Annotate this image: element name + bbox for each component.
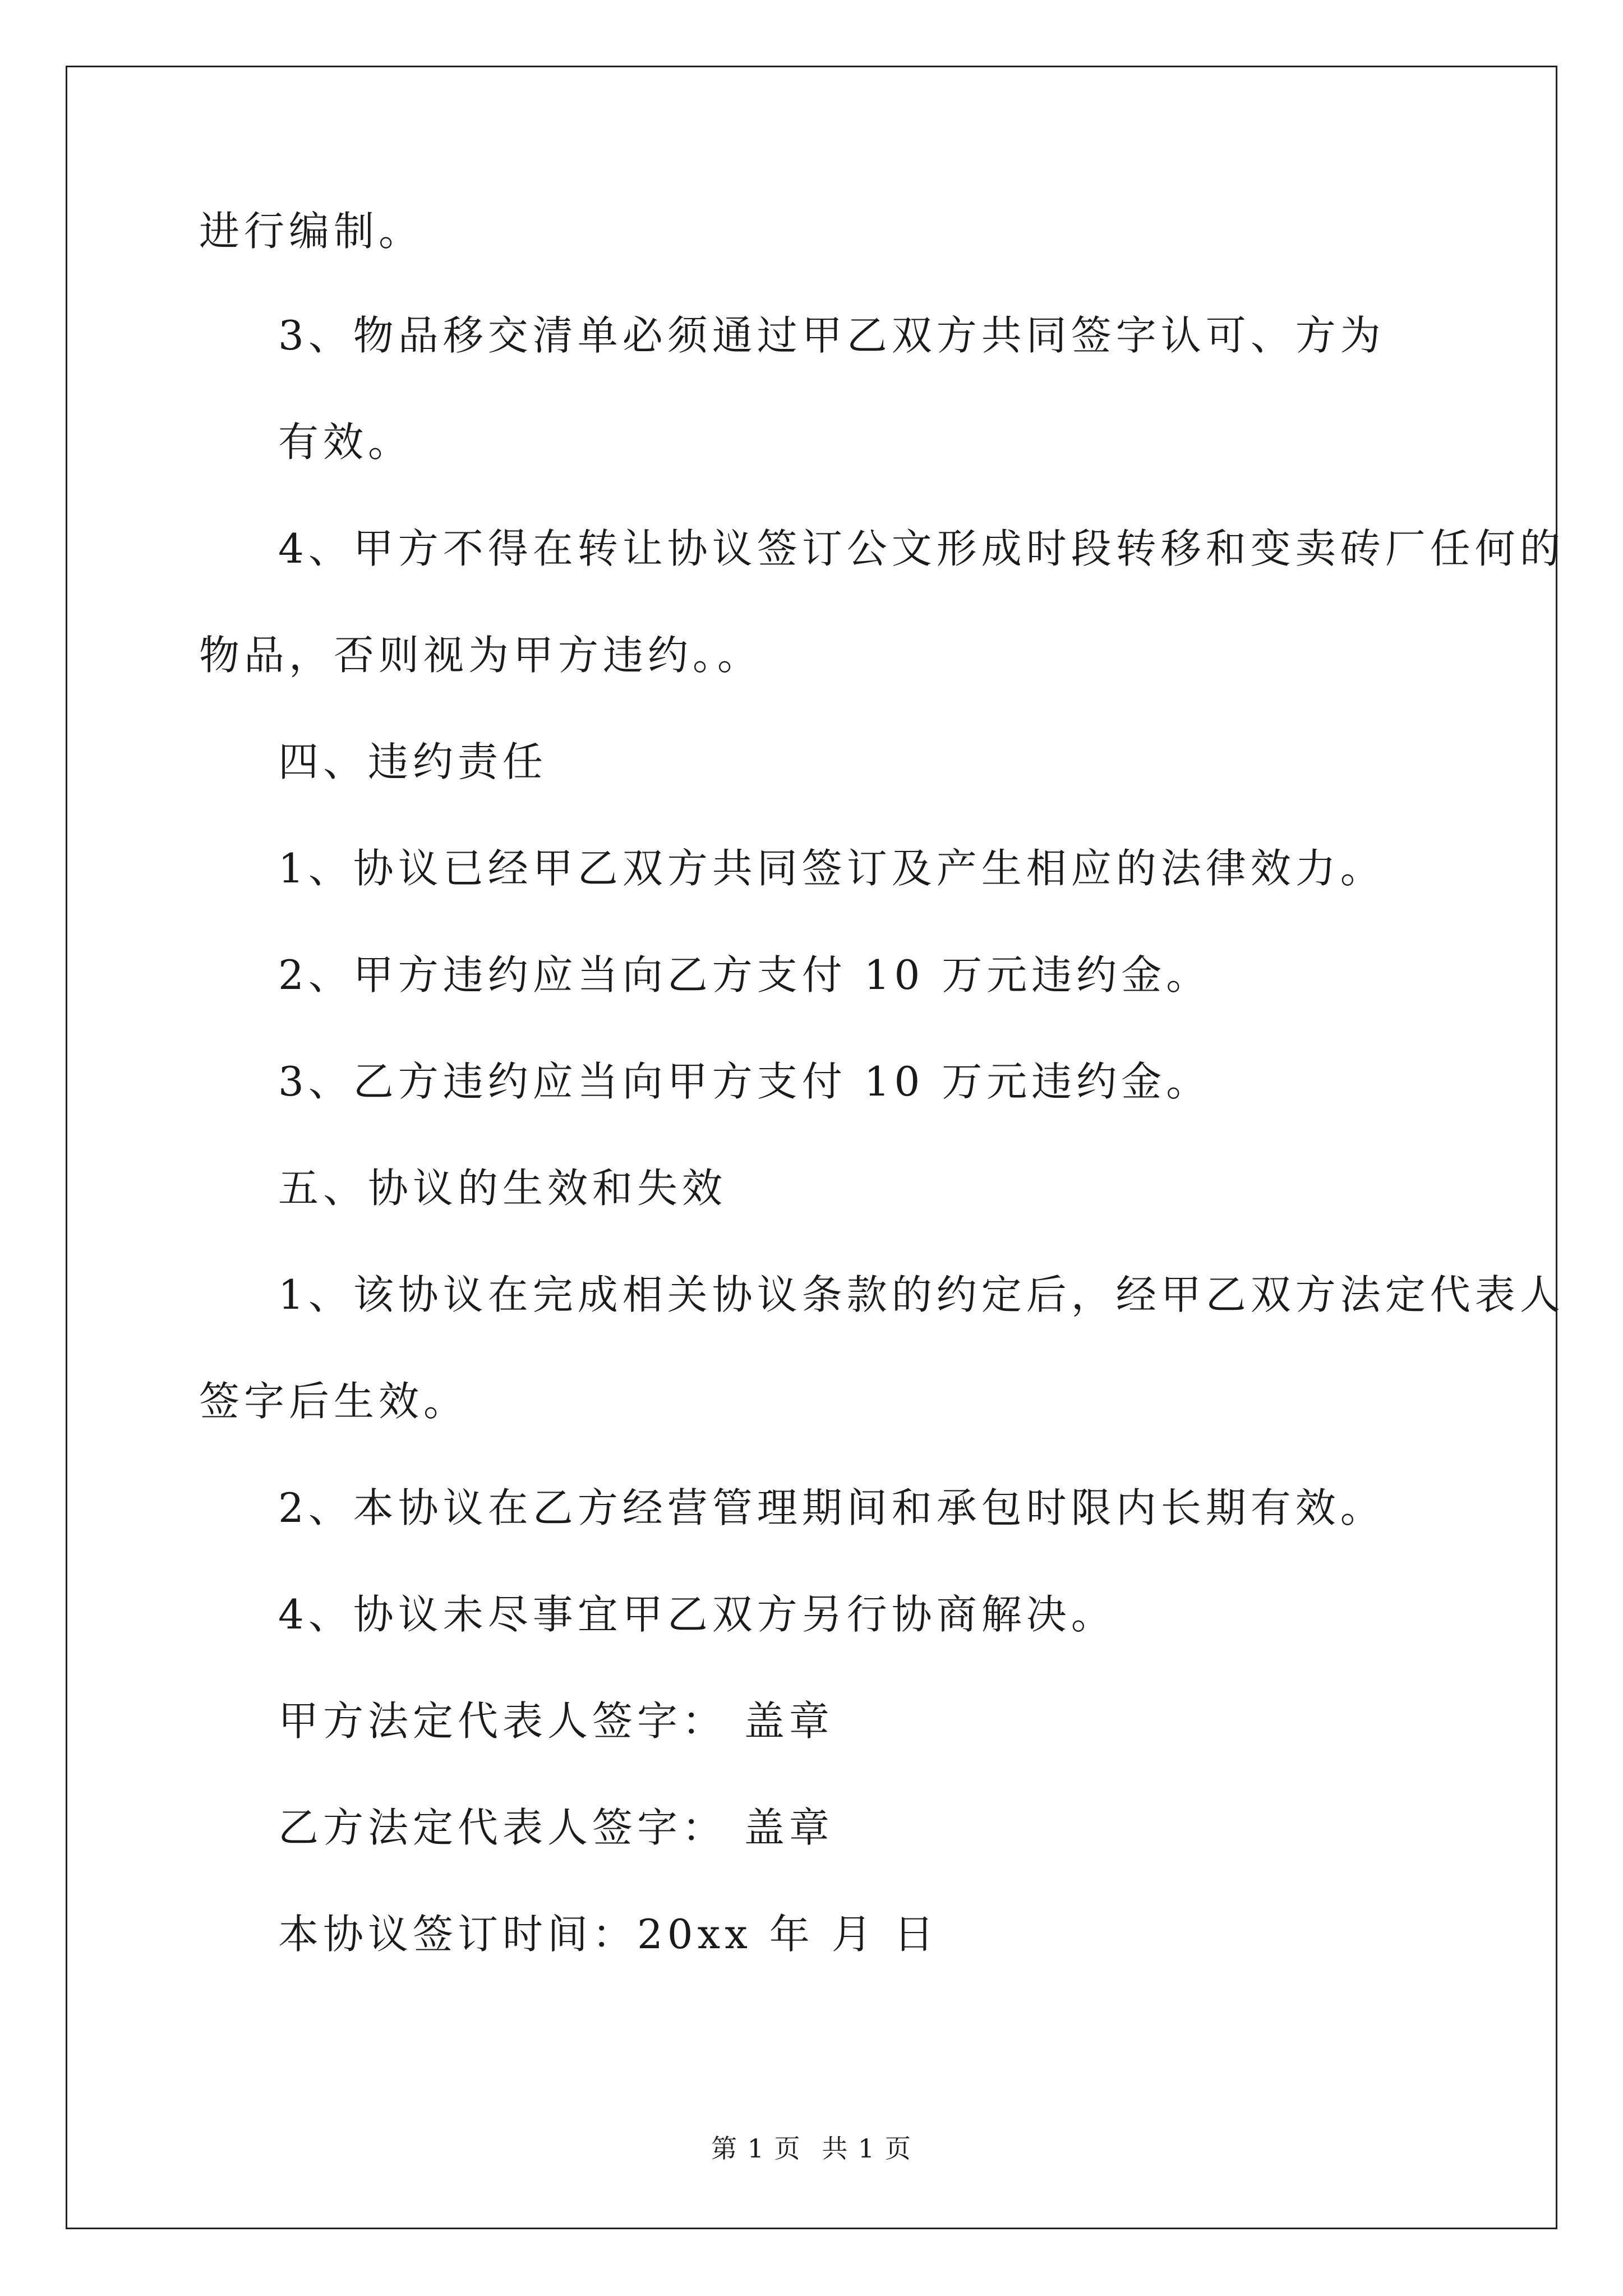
text-line-12: 签字后生效。 xyxy=(199,1378,469,1425)
section-heading-4: 四、违约责任 xyxy=(278,738,548,785)
text-line-8: 2、甲方违约应当向乙方支付 10 万元违约金。 xyxy=(278,951,1211,999)
page-footer xyxy=(0,2132,1623,2165)
page-border xyxy=(66,66,1557,2229)
party-a-signature-line: 甲方法定代表人签字： 盖章 xyxy=(278,1697,834,1745)
text-line-4: 4、甲方不得在转让协议签订公文形成时段转移和变卖砖厂任何的 xyxy=(278,525,1565,572)
text-line-11: 1、该协议在完成相关协议条款的约定后，经甲乙双方法定代表人 xyxy=(278,1271,1565,1318)
page-number-total: 共 1 页 xyxy=(822,2133,912,2164)
signing-date-line: 本协议签订时间：20xx 年 月 日 xyxy=(278,1911,939,1958)
text-line-1: 进行编制。 xyxy=(199,208,424,255)
text-line-3: 有效。 xyxy=(278,418,413,466)
text-line-9: 3、乙方违约应当向甲方支付 10 万元违约金。 xyxy=(278,1058,1211,1105)
text-line-13: 2、本协议在乙方经营管理期间和承包时限内长期有效。 xyxy=(278,1484,1385,1531)
page-number-current: 第 1 页 xyxy=(711,2133,801,2164)
text-line-2: 3、物品移交清单必须通过甲乙双方共同签字认可、方为 xyxy=(278,312,1385,359)
text-line-7: 1、协议已经甲乙双方共同签订及产生相应的法律效力。 xyxy=(278,845,1385,892)
text-line-5: 物品，否则视为甲方违约。。 xyxy=(199,632,763,679)
section-heading-5: 五、协议的生效和失效 xyxy=(278,1165,727,1212)
party-b-signature-line: 乙方法定代表人签字： 盖章 xyxy=(278,1804,834,1851)
text-line-14: 4、协议未尽事宜甲乙双方另行协商解决。 xyxy=(278,1591,1116,1638)
